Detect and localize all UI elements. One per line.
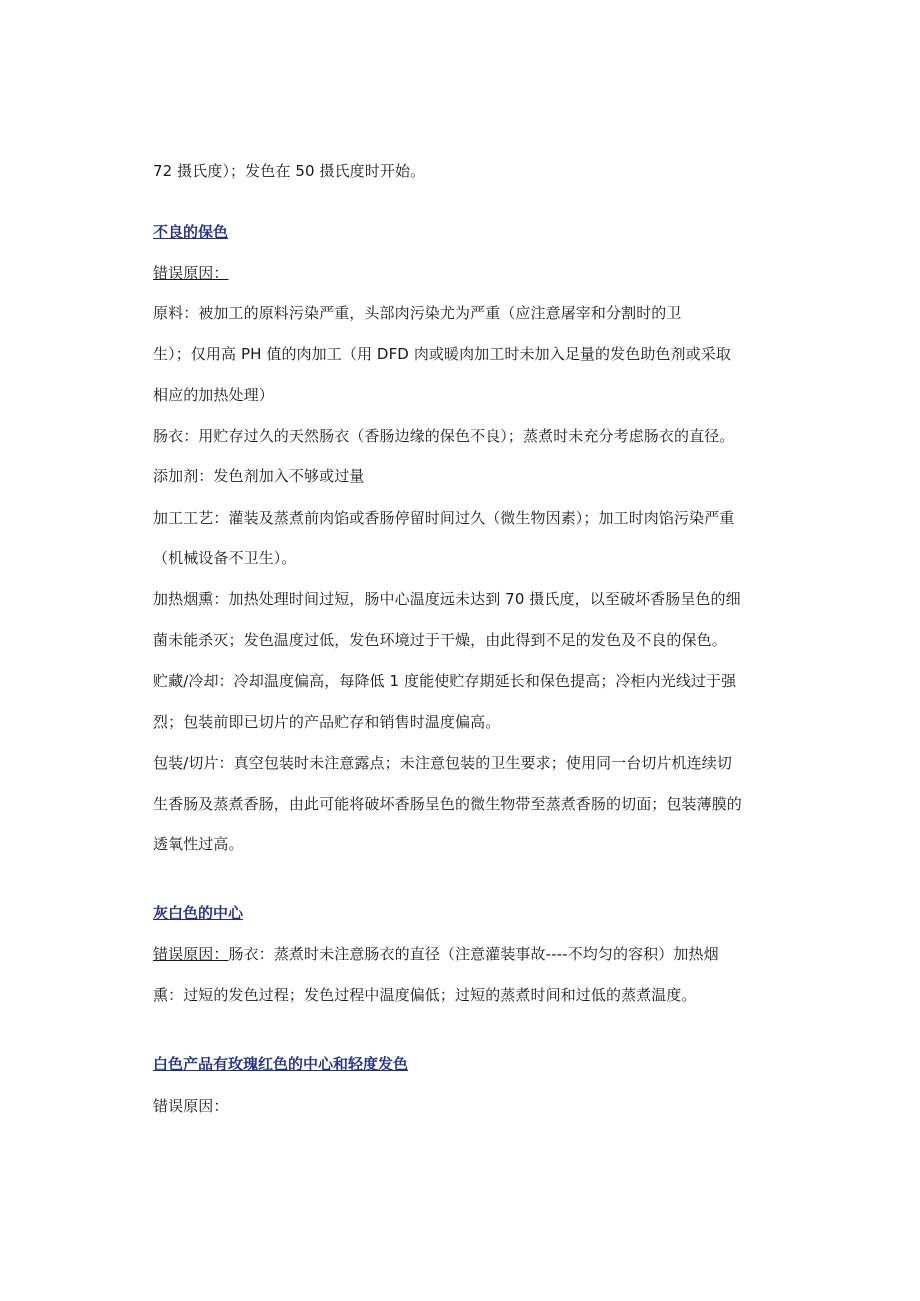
section-heading-poor-color-retention: 不良的保色 bbox=[153, 223, 229, 241]
error-cause-label: 错误原因： bbox=[153, 945, 229, 963]
intro-line: 72 摄氏度）；发色在 50 摄氏度时开始。 bbox=[153, 162, 426, 180]
paragraph-line: 加热烟熏：加热处理时间过短，肠中心温度远未达到 70 摄氏度，以至破坏香肠呈色的细 bbox=[153, 590, 741, 608]
paragraph-line: 菌未能杀灭；发色温度过低，发色环境过于干燥，由此得到不足的发色及不良的保色。 bbox=[153, 631, 727, 649]
paragraph-line: 贮藏/冷却：冷却温度偏高，每降低 1 度能使贮存期延长和保色提高；冷柜内光线过于强 bbox=[153, 672, 737, 690]
paragraph-line: 肠衣：用贮存过久的天然肠衣（香肠边缘的保色不良）；蒸煮时未充分考虑肠衣的直径。 bbox=[153, 427, 735, 445]
paragraph-line: 生）；仅用高 PH 值的肉加工（用 DFD 肉或暖肉加工时未加入足量的发色助色剂或采取 bbox=[153, 345, 731, 363]
paragraph-line: 透氧性过高。 bbox=[153, 835, 244, 853]
error-cause-label: 错误原因： bbox=[153, 264, 229, 282]
paragraph-line bbox=[153, 944, 719, 964]
error-cause-label: 错误原因： bbox=[153, 1097, 229, 1115]
paragraph-line: 包装/切片：真空包装时未注意露点；未注意包装的卫生要求；使用同一台切片机连续切 bbox=[153, 754, 732, 772]
paragraph-text: 肠衣：蒸煮时未注意肠衣的直径（注意灌装事故----不均匀的容积）加热烟 bbox=[228, 945, 719, 963]
paragraph-line: 生香肠及蒸煮香肠，由此可能将破坏香肠呈色的微生物带至蒸煮香肠的切面；包装薄膜的 bbox=[153, 795, 742, 813]
section-heading-rose-center: 白色产品有玫瑰红色的中心和轻度发色 bbox=[153, 1055, 409, 1073]
paragraph-line: 相应的加热处理） bbox=[153, 386, 274, 404]
paragraph-line: 加工工艺：灌装及蒸煮前肉馅或香肠停留时间过久（微生物因素）；加工时肉馅污染严重 bbox=[153, 509, 735, 527]
paragraph-line: （机械设备不卫生）。 bbox=[153, 549, 297, 567]
paragraph-line: 熏：过短的发色过程；发色过程中温度偏低；过短的蒸煮时间和过低的蒸煮温度。 bbox=[153, 986, 697, 1004]
paragraph-line: 原料：被加工的原料污染严重，头部肉污染尤为严重（应注意屠宰和分割时的卫 bbox=[153, 304, 682, 322]
paragraph-line: 添加剂：发色剂加入不够或过量 bbox=[153, 467, 365, 485]
section-heading-gray-center: 灰白色的中心 bbox=[153, 904, 244, 922]
paragraph-line: 烈；包装前即已切片的产品贮存和销售时温度偏高。 bbox=[153, 713, 501, 731]
